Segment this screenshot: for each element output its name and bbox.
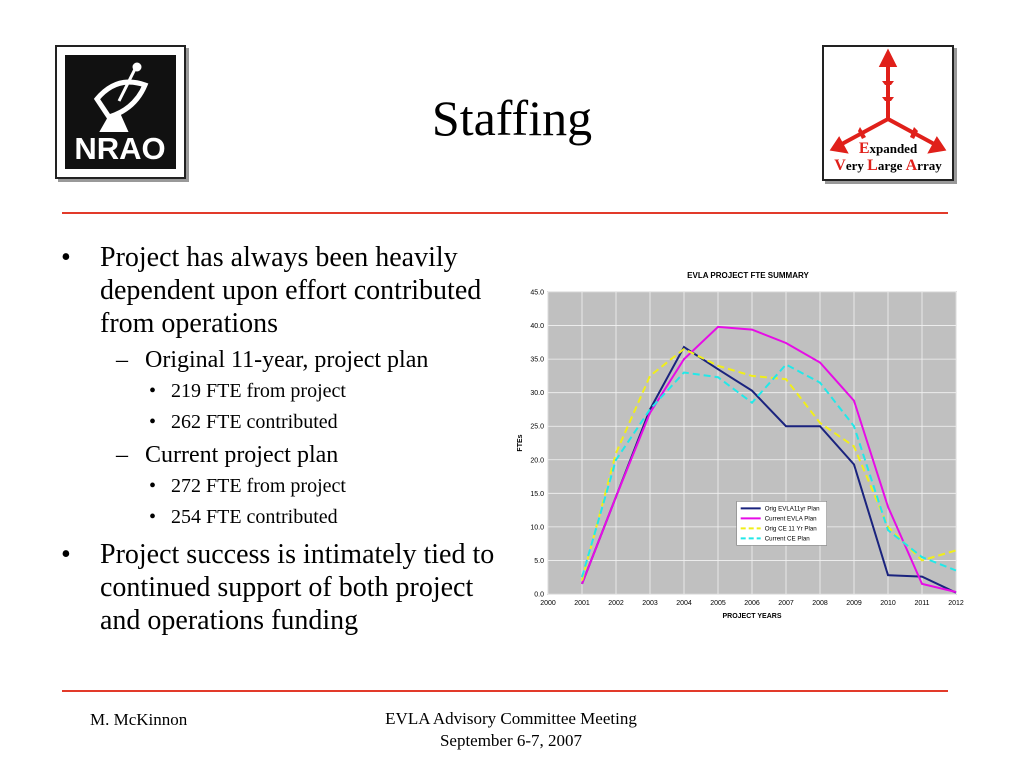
evla-logo-line2: Very Large Array bbox=[834, 157, 942, 174]
x-tick-label: 2011 bbox=[914, 600, 930, 607]
legend-label: Orig EVLA11yr Plan bbox=[764, 505, 820, 513]
sub-bullet-text: Original 11-year, project plan bbox=[145, 347, 429, 373]
x-tick-label: 2007 bbox=[778, 600, 794, 607]
sub-sub-bullet-text: 272 FTE from project bbox=[171, 475, 346, 497]
evla-logo-line1: Expanded bbox=[858, 140, 918, 157]
bullet-marker: • bbox=[149, 411, 157, 433]
footer-event bbox=[356, 708, 666, 752]
chart-legend bbox=[737, 501, 827, 545]
fte-summary-chart bbox=[514, 264, 964, 624]
sub-sub-bullet-text: 254 FTE contributed bbox=[171, 506, 338, 528]
nrao-logo-text: NRAO bbox=[74, 131, 166, 166]
x-tick-label: 2005 bbox=[710, 600, 726, 607]
legend-label: Orig CE 11 Yr Plan bbox=[764, 525, 817, 533]
footer-divider bbox=[62, 690, 948, 692]
x-tick-label: 2009 bbox=[846, 600, 862, 607]
x-tick-label: 2004 bbox=[676, 600, 692, 607]
sub-sub-bullet-item bbox=[58, 504, 518, 530]
bullet-text: Project has always been heavily dependent upon effort contributed from operations bbox=[100, 242, 482, 339]
y-tick-label: 30.0 bbox=[530, 390, 544, 398]
sub-bullet-item bbox=[58, 345, 518, 375]
x-tick-label: 2002 bbox=[608, 600, 624, 607]
footer-author: M. McKinnon bbox=[90, 710, 188, 729]
footer-event-line1: EVLA Advisory Committee Meeting bbox=[385, 709, 637, 728]
sub-sub-bullet-item bbox=[58, 473, 518, 499]
chart-title: EVLA PROJECT FTE SUMMARY bbox=[687, 271, 809, 280]
bullet-list bbox=[58, 241, 518, 642]
sub-bullet-item bbox=[58, 440, 518, 470]
x-tick-label: 2001 bbox=[574, 600, 590, 607]
bullet-item bbox=[58, 241, 518, 340]
x-axis-label: PROJECT YEARS bbox=[722, 613, 782, 620]
y-tick-label: 10.0 bbox=[530, 524, 544, 532]
nrao-logo-graphic bbox=[57, 47, 184, 177]
legend-label: Current CE Plan bbox=[764, 535, 810, 543]
y-tick-label: 25.0 bbox=[530, 423, 544, 431]
y-tick-label: 5.0 bbox=[534, 557, 544, 565]
sub-sub-bullet-text: 262 FTE contributed bbox=[171, 411, 338, 433]
x-tick-label: 2008 bbox=[812, 600, 828, 607]
slide-title: Staffing bbox=[431, 90, 593, 146]
dash-marker: – bbox=[116, 442, 128, 468]
nrao-logo bbox=[55, 45, 186, 179]
y-tick-label: 35.0 bbox=[530, 356, 544, 364]
legend-label: Current EVLA Plan bbox=[764, 515, 817, 523]
x-tick-label: 2012 bbox=[948, 600, 964, 607]
x-tick-labels bbox=[540, 600, 964, 607]
y-tick-label: 15.0 bbox=[530, 490, 544, 498]
footer-event-line2: September 6-7, 2007 bbox=[439, 731, 583, 750]
x-tick-label: 2010 bbox=[880, 600, 896, 607]
evla-logo-graphic bbox=[824, 47, 952, 179]
bullet-marker: • bbox=[149, 506, 157, 528]
y-axis-label: FTEs bbox=[517, 434, 524, 452]
y-tick-label: 45.0 bbox=[530, 289, 544, 297]
x-tick-label: 2003 bbox=[642, 600, 658, 607]
y-tick-label: 40.0 bbox=[530, 323, 544, 331]
bullet-marker: • bbox=[149, 475, 157, 497]
evla-logo bbox=[822, 45, 954, 181]
bullet-marker: • bbox=[61, 539, 71, 570]
bullet-marker: • bbox=[61, 242, 71, 273]
x-tick-label: 2000 bbox=[540, 600, 556, 607]
dash-marker: – bbox=[116, 347, 128, 373]
y-tick-label: 0.0 bbox=[534, 591, 544, 599]
sub-sub-bullet-item bbox=[58, 409, 518, 435]
bullet-marker: • bbox=[149, 380, 157, 402]
y-tick-label: 20.0 bbox=[530, 457, 544, 465]
sub-bullet-text: Current project plan bbox=[145, 442, 339, 468]
sub-sub-bullet-text: 219 FTE from project bbox=[171, 380, 346, 402]
bullet-item bbox=[58, 538, 518, 637]
sub-sub-bullet-item bbox=[58, 378, 518, 404]
x-tick-label: 2006 bbox=[744, 600, 760, 607]
bullet-text: Project success is intimately tied to continued support of both project and operations funding bbox=[100, 539, 495, 636]
y-tick-labels bbox=[530, 290, 544, 599]
title-divider bbox=[62, 212, 948, 214]
